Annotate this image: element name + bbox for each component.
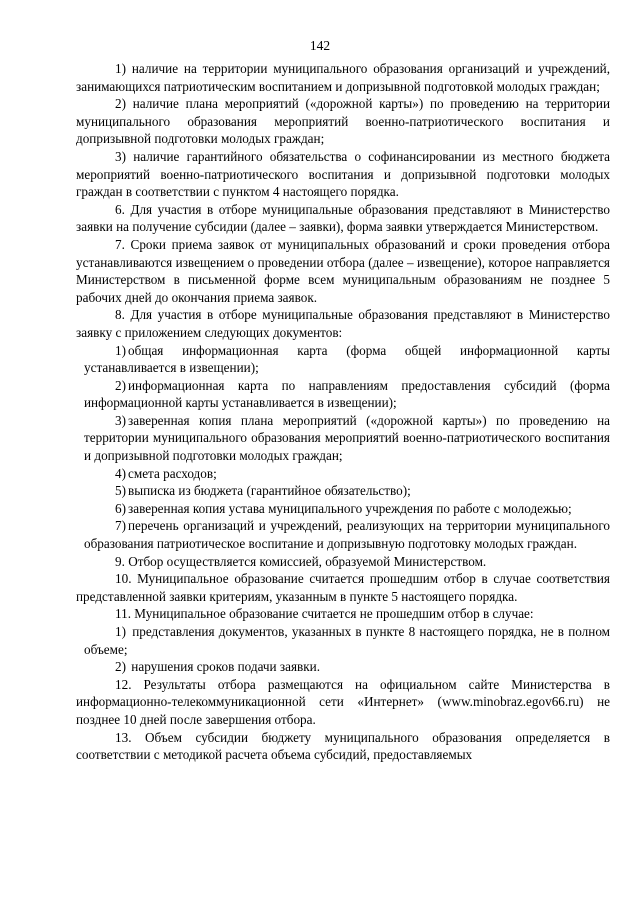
paragraph-item-12: 12. Результаты отбора размещаются на официальном сайте Министерства в информационно-телекоммуникационной сети «Интернет» (www.minobraz.egov66.ru) не позднее 10 дней после завершения отбора. [76, 676, 610, 727]
paragraph-item-9: 9. Отбор осуществляется комиссией, образуемой Министерством. [115, 553, 487, 569]
list-item [76, 517, 610, 552]
list-item [76, 342, 610, 377]
paragraph-item-10: 10. Муниципальное образование считается прошедшим отбор в случае соответствия представленной заявки критериям, указанным в пункте 5 настоящего порядка. [76, 571, 610, 604]
list-item-number: 2) [115, 659, 126, 675]
list-item-number: 1) [115, 342, 126, 358]
list-item-number: 5) [115, 483, 126, 499]
list-item [76, 377, 610, 412]
list-item-text: информационная карта по направлениям предоставления субсидий (форма информационной карты устанавливается в извещении); [84, 377, 610, 411]
list-item-number: 7) [115, 518, 126, 534]
list-item-number: 2) [115, 377, 126, 393]
list-item-number: 4) [115, 465, 126, 481]
list-item [76, 482, 610, 500]
list-item-text: заверенная копия плана мероприятий («дорожной карты») по проведению на территории муниципального образования мероприятий военно-патриотического воспитания и допризывной подготовки молодых граждан; [84, 412, 610, 464]
paragraph-item-8: 8. Для участия в отборе муниципальные образования представляют в Министерство заявку с приложением следующих документов: [76, 307, 610, 340]
list-item-number: 1) [115, 624, 126, 639]
paragraph-item-13: 13. Объем субсидии бюджету муниципального образования определяется в соответствии с методикой расчета объема субсидий, предоставляемых [76, 729, 610, 763]
list-item-text: перечень организаций и учреждений, реализующих на территории муниципального образования патриотическое воспитание и допризывную подготовку молодых граждан. [84, 518, 610, 552]
list-item [76, 658, 610, 676]
failure-list [76, 623, 610, 676]
list-item [76, 500, 610, 518]
document-body [76, 60, 610, 764]
list-item [76, 623, 610, 658]
list-item [76, 465, 610, 483]
list-item-text: выписка из бюджета (гарантийное обязательство); [128, 483, 411, 499]
list-item-text: общая информационная карта (форма общей информационной карты устанавливается в извещении); [84, 342, 610, 376]
paragraph-item-6: 6. Для участия в отборе муниципальные образования представляют в Министерство заявки на получение субсидии (далее – заявки), форма заявки утверждается Министерством. [76, 201, 610, 235]
list-item-text: нарушения сроков подачи заявки. [131, 659, 321, 675]
list-item-number: 6) [115, 500, 126, 516]
documents-list [76, 342, 610, 553]
list-item-text: представления документов, указанных в пункте 8 настоящего порядка, не в полном объеме; [84, 624, 611, 657]
paragraph: 2) наличие плана мероприятий («дорожной карты») по проведению на территории муниципального образования мероприятий военно-патриотического воспитания и допризывной подготовки молодых граждан; [76, 96, 610, 147]
list-item-number: 3) [115, 412, 126, 428]
list-item [76, 412, 610, 465]
list-item-text: заверенная копия устава муниципального учреждения по работе с молодежью; [128, 500, 572, 516]
paragraph: 3) наличие гарантийного обязательства о софинансировании из местного бюджета мероприятий военно-патриотического воспитания и допризывной подготовки молодых граждан в соответствии с пунктом 4 настоящего порядка. [76, 148, 610, 200]
paragraph-item-7: 7. Сроки приема заявок от муниципальных образований и сроки проведения отбора устанавливаются извещением о проведении отбора (далее – извещение), которое направляется Министерством в письменной форме всем муниципальным образованиям не позднее 5 рабочих дней до окончания приема заявок. [76, 236, 610, 305]
paragraph-item-11: 11. Муниципальное образование считается не прошедшим отбор в случае: [115, 606, 534, 622]
list-item-text: смета расходов; [128, 465, 217, 481]
page-number: 142 [309, 38, 331, 53]
paragraph: 1) наличие на территории муниципального образования организаций и учреждений, занимающихся патриотическим воспитанием и допризывной подготовкой молодых граждан; [76, 61, 610, 94]
